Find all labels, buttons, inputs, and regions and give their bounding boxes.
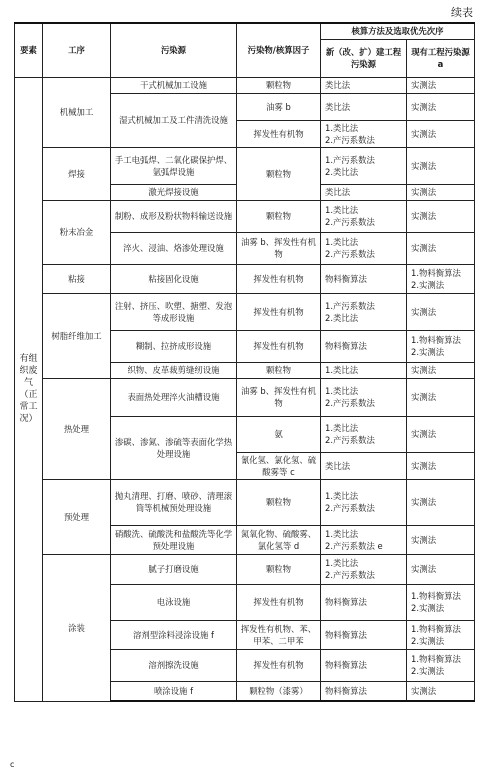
table-row — [15, 200, 475, 232]
source-cell: 糊制、拉挤成形设施 — [111, 330, 237, 362]
pollutant-cell: 挥发性有机物 — [237, 264, 321, 293]
source-cell: 喷涂设施 f — [111, 681, 237, 701]
new-source-method-cell: 1.产污系数法 2.类比法 — [321, 293, 407, 330]
existing-source-method-cell: 实测法 — [407, 681, 475, 701]
process-cell: 热处理 — [43, 378, 111, 479]
table-row — [15, 479, 475, 525]
pollutant-cell: 挥发性有机物 — [237, 584, 321, 620]
new-source-method-cell: 类比法 — [321, 77, 407, 93]
source-cell: 腻子打磨设施 — [111, 554, 237, 584]
table-row — [15, 378, 475, 416]
source-cell: 溶剂型涂料浸涂设施 f — [111, 620, 237, 649]
pollutant-cell: 油雾 b、挥发性有机物 — [237, 232, 321, 264]
pollutant-cell: 氮氧化物、硫酸雾、氯化氢等 d — [237, 525, 321, 554]
source-cell: 抛丸清理、打磨、喷砂、清理滚筒等机械预处理设施 — [111, 479, 237, 525]
footnote-mark: c — [10, 760, 15, 769]
pollutant-cell: 挥发性有机物、苯、甲苯、二甲苯 — [237, 620, 321, 649]
source-cell: 手工电弧焊、二氧化碳保护焊、氩弧焊设施 — [111, 147, 237, 184]
new-source-method-cell: 物料衡算法 — [321, 681, 407, 701]
existing-source-method-cell: 实测法 — [407, 120, 475, 147]
header-pollutant: 污染物/核算因子 — [237, 23, 321, 77]
existing-source-method-cell: 实测法 — [407, 378, 475, 416]
process-cell: 树脂纤维加工 — [43, 293, 111, 378]
pollutant-cell: 挥发性有机物 — [237, 120, 321, 147]
existing-source-method-cell: 实测法 — [407, 525, 475, 554]
existing-source-method-cell: 实测法 — [407, 452, 475, 479]
existing-source-method-cell: 实测法 — [407, 184, 475, 200]
new-source-method-cell: 1.类比法 2.产污系数法 e — [321, 525, 407, 554]
pollutant-cell: 颗粒物 — [237, 77, 321, 93]
new-source-method-cell: 类比法 — [321, 452, 407, 479]
header-new-source: 新（改、扩）建工程污染源 — [321, 39, 407, 77]
process-cell: 焊接 — [43, 147, 111, 200]
process-cell: 粘接 — [43, 264, 111, 293]
pollutant-cell: 挥发性有机物 — [237, 649, 321, 681]
process-cell: 粉末冶金 — [43, 200, 111, 264]
source-cell: 电泳设施 — [111, 584, 237, 620]
existing-source-method-cell: 实测法 — [407, 479, 475, 525]
pollutant-cell: 油雾 b — [237, 93, 321, 120]
new-source-method-cell: 类比法 — [321, 184, 407, 200]
existing-source-method-cell: 实测法 — [407, 200, 475, 232]
pollutant-cell: 氨 — [237, 416, 321, 452]
source-cell: 激光焊接设施 — [111, 184, 237, 200]
new-source-method-cell: 1.类比法 2.产污系数法 — [321, 200, 407, 232]
existing-source-method-cell: 1.物料衡算法 2.实测法 — [407, 264, 475, 293]
header-source: 污染源 — [111, 23, 237, 77]
source-cell: 表面热处理淬火油槽设施 — [111, 378, 237, 416]
new-source-method-cell: 1.产污系数法 2.类比法 — [321, 147, 407, 184]
pollutant-cell: 颗粒物 — [237, 479, 321, 525]
pollutant-cell: 挥发性有机物 — [237, 330, 321, 362]
new-source-method-cell: 1.类比法 2.产污系数法 — [321, 120, 407, 147]
new-source-method-cell: 物料衡算法 — [321, 620, 407, 649]
pollutant-cell: 颗粒物（漆雾） — [237, 681, 321, 701]
source-cell: 织物、皮革裁剪缝纫设施 — [111, 362, 237, 378]
header-process: 工序 — [43, 23, 111, 77]
new-source-method-cell: 物料衡算法 — [321, 330, 407, 362]
new-source-method-cell: 1.类比法 2.产污系数法 — [321, 416, 407, 452]
table-row — [15, 264, 475, 293]
new-source-method-cell: 物料衡算法 — [321, 264, 407, 293]
existing-source-method-cell: 1.物料衡算法 2.实测法 — [407, 330, 475, 362]
source-cell: 淬火、浸油、烙渗处理设施 — [111, 232, 237, 264]
existing-source-method-cell: 实测法 — [407, 93, 475, 120]
new-source-method-cell: 物料衡算法 — [321, 584, 407, 620]
header-factor: 要素 — [15, 23, 43, 77]
table-row — [15, 147, 475, 184]
process-cell: 预处理 — [43, 479, 111, 554]
existing-source-method-cell: 实测法 — [407, 232, 475, 264]
pollutant-cell: 颗粒物 — [237, 147, 321, 200]
pollutant-cell: 油雾 b、挥发性有机物 — [237, 378, 321, 416]
source-cell: 硝酸洗、硫酸洗和盐酸洗等化学预处理设施 — [111, 525, 237, 554]
new-source-method-cell: 1.类比法 2.产污系数法 — [321, 554, 407, 584]
continued-label: 续表 — [451, 6, 473, 19]
pollutant-cell: 颗粒物 — [237, 200, 321, 232]
existing-source-method-cell: 实测法 — [407, 147, 475, 184]
existing-source-method-cell: 实测法 — [407, 362, 475, 378]
process-cell: 涂装 — [43, 554, 111, 701]
source-cell: 湿式机械加工及工件清洗设施 — [111, 93, 237, 147]
existing-source-method-cell: 1.物料衡算法 2.实测法 — [407, 649, 475, 681]
source-cell: 粘接固化设施 — [111, 264, 237, 293]
table-row — [15, 554, 475, 584]
existing-source-method-cell: 实测法 — [407, 554, 475, 584]
header-existing-source: 现有工程污染源 a — [407, 39, 475, 77]
table-body — [15, 77, 475, 701]
pollutant-cell: 挥发性有机物 — [237, 293, 321, 330]
source-cell: 干式机械加工设施 — [111, 77, 237, 93]
existing-source-method-cell: 实测法 — [407, 416, 475, 452]
source-cell: 溶剂擦洗设施 — [111, 649, 237, 681]
existing-source-method-cell: 实测法 — [407, 77, 475, 93]
new-source-method-cell: 1.类比法 2.产污系数法 — [321, 378, 407, 416]
new-source-method-cell: 1.类比法 — [321, 362, 407, 378]
new-source-method-cell: 1.类比法 2.产污系数法 — [321, 479, 407, 525]
header-method-group: 核算方法及选取优先次序 — [321, 23, 475, 39]
table-row — [15, 77, 475, 93]
pollutant-cell: 颗粒物 — [237, 554, 321, 584]
existing-source-method-cell: 1.物料衡算法 2.实测法 — [407, 620, 475, 649]
pollutant-cell: 颗粒物 — [237, 362, 321, 378]
factor-cell: 有组织废气（正常工况） — [15, 77, 43, 701]
source-cell: 制粉、成形及粉状物料输送设施 — [111, 200, 237, 232]
accounting-method-table — [14, 22, 475, 702]
new-source-method-cell: 1.类比法 2.产污系数法 — [321, 232, 407, 264]
source-cell: 注射、挤压、吹塑、搪塑、发泡等成形设施 — [111, 293, 237, 330]
existing-source-method-cell: 1.物料衡算法 2.实测法 — [407, 584, 475, 620]
existing-source-method-cell: 实测法 — [407, 293, 475, 330]
source-cell: 渗碳、渗氮、渗硫等表面化学热处理设施 — [111, 416, 237, 479]
new-source-method-cell: 物料衡算法 — [321, 649, 407, 681]
table-row — [15, 293, 475, 330]
pollutant-cell: 氰化氢、氯化氢、硫酸雾等 c — [237, 452, 321, 479]
process-cell: 机械加工 — [43, 77, 111, 147]
new-source-method-cell: 类比法 — [321, 93, 407, 120]
